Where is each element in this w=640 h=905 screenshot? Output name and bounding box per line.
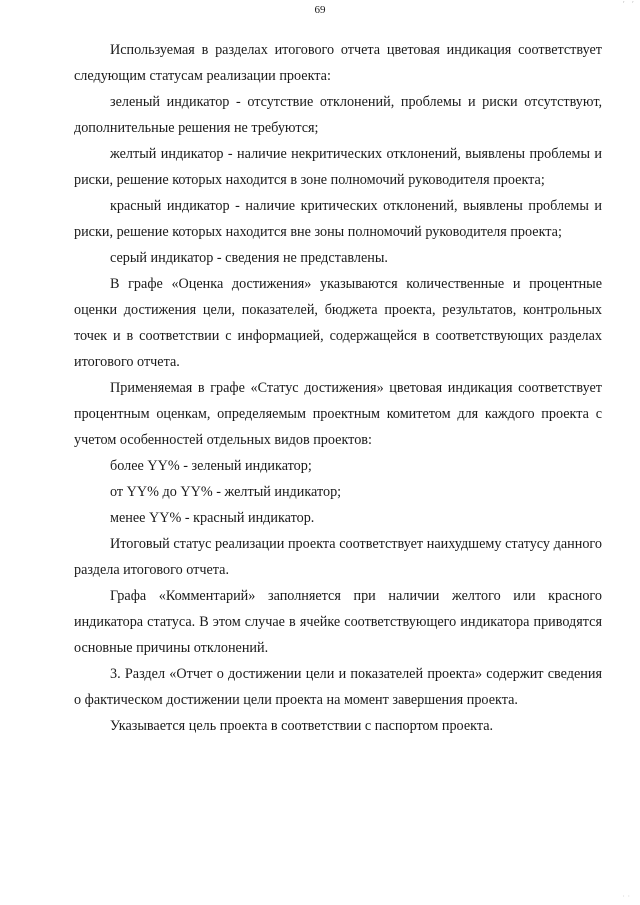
paragraph-section-3: 3. Раздел «Отчет о достижении цели и показателей проекта» содержит сведения о фактическом достижении цели проекта на момент завершения проекта.	[74, 666, 602, 708]
document-body	[74, 37, 602, 739]
paragraph-achievement-assessment: В графе «Оценка достижения» указываются количественные и процентные оценки достижения цели, показателей, бюджета проекта, результатов, контрольных точек и в соответствии с информацией, содержащейся в соответствующих разделах итогового отчета.	[74, 276, 602, 370]
list-item-above-threshold: более YY% - зеленый индикатор;	[110, 458, 312, 474]
paragraph-red-indicator: красный индикатор - наличие критических отклонений, выявлены проблемы и риски, решение которых находится вне зоны полномочий руководителя проекта;	[74, 198, 602, 240]
paragraph-comment-column: Графа «Комментарий» заполняется при наличии желтого или красного индикатора статуса. В этом случае в ячейке соответствующего индикатора приводятся основные причины отклонений.	[74, 588, 602, 656]
scan-mark-bottom: · ·	[622, 892, 630, 901]
list-item-between-thresholds: от YY% до YY% - желтый индикатор;	[110, 484, 342, 500]
page-number: 69	[314, 4, 326, 16]
scan-mark: ’ ’	[622, 0, 636, 9]
paragraph-green-indicator: зеленый индикатор - отсутствие отклонений, проблемы и риски отсутствуют, дополнительные решения не требуются;	[74, 94, 602, 136]
paragraph-project-goal: Указывается цель проекта в соответствии с паспортом проекта.	[110, 718, 494, 734]
paragraph-achievement-status: Применяемая в графе «Статус достижения» цветовая индикация соответствует процентным оценкам, определяемым проектным комитетом для каждого проекта с учетом особенностей отдельных видов проектов:	[74, 380, 602, 448]
list-item-below-threshold: менее YY% - красный индикатор.	[110, 510, 315, 526]
paragraph-final-status: Итоговый статус реализации проекта соответствует наихудшему статусу данного раздела итогового отчета.	[74, 536, 602, 578]
paragraph-grey-indicator: серый индикатор - сведения не представлены.	[110, 250, 388, 266]
paragraph-indication-intro: Используемая в разделах итогового отчета цветовая индикация соответствует следующим статусам реализации проекта:	[74, 42, 602, 84]
paragraph-yellow-indicator: желтый индикатор - наличие некритических отклонений, выявлены проблемы и риски, решение которых находится в зоне полномочий руководителя проекта;	[74, 146, 602, 188]
